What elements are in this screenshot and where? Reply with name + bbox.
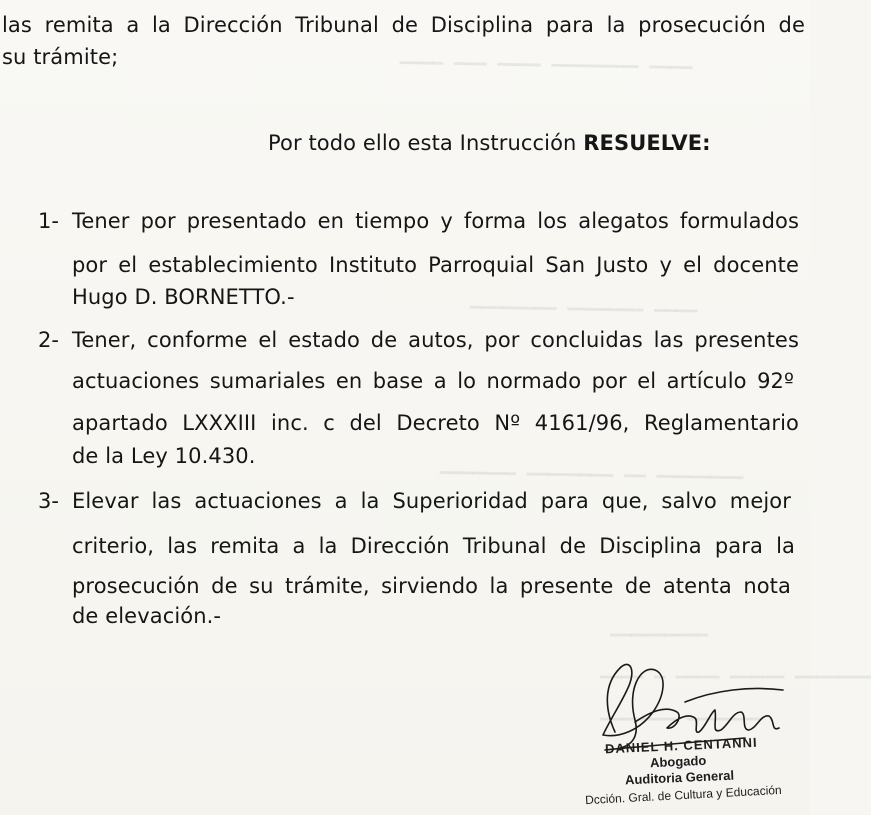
bleed-through-texture: ▁▁▁▁ ▁ ▁▁▁▁ ▁▁▁▁▁ ▁▁▁▁▁▁▁ (600, 658, 871, 679)
item-2-line-2: actuaciones sumariales en base a lo normado por el artículo 92º (72, 369, 794, 393)
item-2-line-1: Tener, conforme el estado de autos, por concluidas las presentes (72, 328, 799, 352)
bleed-through-texture: ▁▁▁▁ ▁▁▁ ▁▁▁▁ ▁▁▁▁▁▁▁▁ ▁▁▁▁ (399, 43, 693, 70)
item-number: 3- (38, 489, 59, 513)
stamp-department: Dcción. Gral. de Cultura y Educación (584, 782, 782, 808)
resolution-keyword: RESUELVE: (583, 131, 711, 155)
item-1-line-2: por el establecimiento Instituto Parroquial San Justo y el docente (72, 253, 799, 277)
item-3-line-2: criterio, las remita a la Dirección Tribunal de Disciplina para la (72, 534, 795, 558)
bleed-through-texture: ▁▁▁▁▁▁▁ ▁▁▁▁▁▁▁▁ ▁▁ ▁▁▁▁▁▁▁▁ (439, 453, 744, 480)
bleed-through-texture: ▁▁▁▁▁▁▁▁▁ (610, 616, 708, 637)
bleed-through-texture: ▁▁▁▁▁▁▁ ▁▁▁▁▁▁▁ (600, 700, 763, 721)
intro-line-1: las remita a la Dirección Tribunal de Disciplina para la prosecución de (2, 13, 805, 37)
intro-line-2: su trámite; (2, 45, 119, 69)
item-1-line-3: Hugo D. BORNETTO.- (72, 285, 295, 309)
item-1-line-1: Tener por presentado en tiempo y forma los alegatos formulados (72, 209, 799, 233)
resolution-heading (268, 130, 711, 156)
stamp-title: Abogado (649, 752, 707, 771)
item-number: 2- (38, 328, 59, 352)
stamp-office: Auditoria General (624, 767, 735, 788)
bleed-through-texture: ▁▁▁▁▁▁▁▁ ▁▁▁▁▁▁▁ ▁▁▁▁ (469, 288, 698, 313)
item-2-line-3: apartado LXXXIII inc. c del Decreto Nº 4161/96, Reglamentario (72, 411, 799, 435)
resolution-prefix: Por todo ello esta Instrucción (268, 131, 584, 155)
item-3-line-4: de elevación.- (72, 604, 222, 628)
item-number: 1- (38, 209, 59, 233)
item-3-line-3: prosecución de su trámite, sirviendo la presente de atenta nota (72, 574, 791, 598)
stamp-name: DANIEL H. CENTANNI (604, 734, 758, 757)
item-2-line-4: de la Ley 10.430. (72, 444, 256, 468)
item-3-line-1: Elevar las actuaciones a la Superioridad para que, salvo mejor (72, 489, 791, 513)
